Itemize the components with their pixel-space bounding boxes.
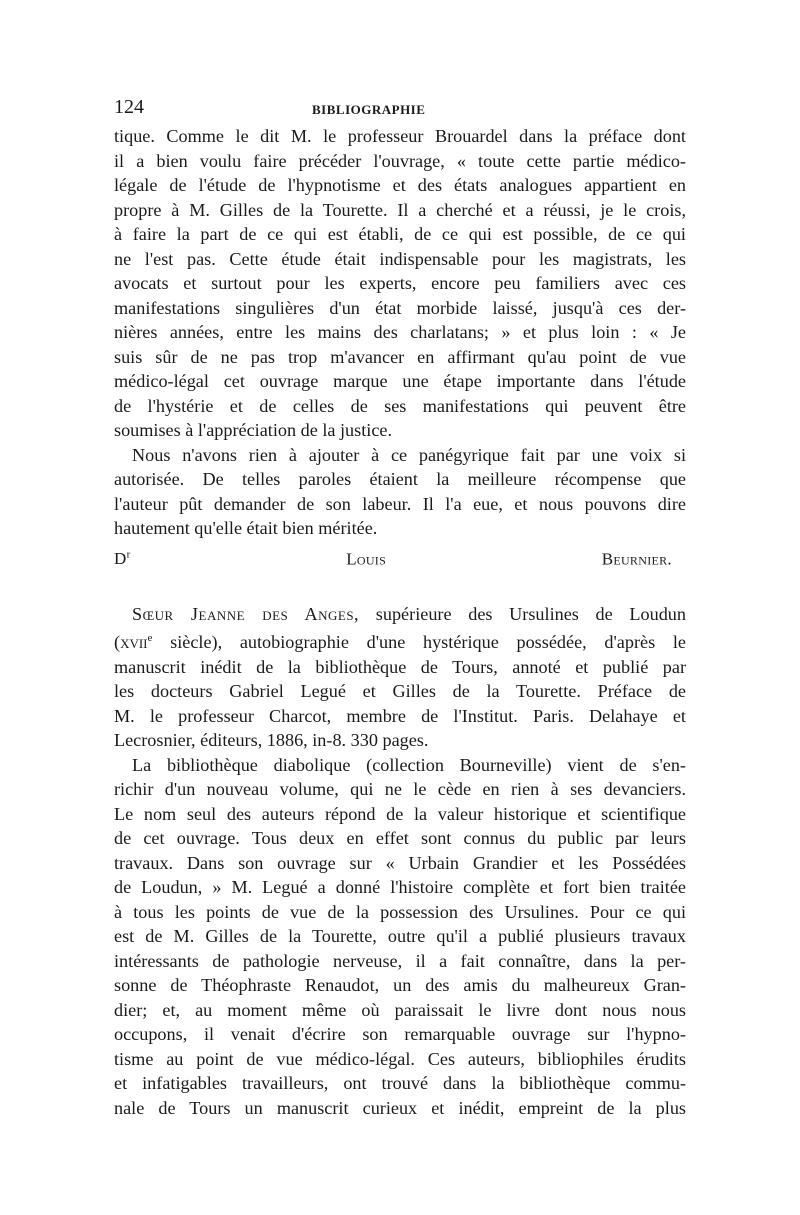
- text-line: nale de Tours un manuscrit curieux et inédit, empreint de la plus: [114, 1097, 686, 1118]
- text-line: richir d'un nouveau volume, qui ne le cède en rien à ses devanciers.: [114, 779, 686, 800]
- title-century: xvii: [120, 632, 148, 653]
- text-line: avocats et surtout pour les experts, encore peu familiers avec ces: [114, 273, 686, 293]
- signature-name: Louis Beurnier.: [346, 549, 672, 569]
- text-line: propre à M. Gilles de la Tourette. Il a cherché et a réussi, je le crois,: [114, 199, 686, 220]
- text-line: manifestations singulières d'un état morbide laissé, jusqu'à ces der-: [114, 297, 686, 318]
- text-line: tique. Comme le dit M. le professeur Brouardel dans la préface dont: [114, 126, 686, 146]
- review-title: [114, 602, 686, 753]
- signature-title: [114, 549, 131, 568]
- text-line: de l'hystérie et de celles de ses manifestations qui peuvent être: [114, 395, 686, 416]
- signature-title-d: D: [114, 549, 127, 569]
- text-line: Le nom seul des auteurs répond de la valeur historique et scientifique: [114, 803, 686, 824]
- text-line: dier; et, au moment même où paraissait le livre dont nous nous: [114, 999, 686, 1020]
- text-line: à faire la part de ce qui est établi, de ce qui est possible, de ce qui: [114, 224, 686, 244]
- paragraph: [114, 124, 686, 443]
- text-line: occupons, il venait d'écrire son remarquable ouvrage sur l'hypno-: [114, 1024, 686, 1045]
- text-line: sonne de Théophraste Renaudot, un des amis du malheureux Gran-: [114, 975, 686, 996]
- text-line: intéressants de pathologie nerveuse, il a fait connaître, dans la per-: [114, 950, 686, 971]
- title-paren: (: [114, 632, 121, 653]
- page-number: 124: [114, 96, 144, 118]
- text-line: La bibliothèque diabolique (collection Bourneville) vient de s'en-: [132, 754, 686, 775]
- text-line: il a bien voulu faire précéder l'ouvrage, « toute cette partie médico-: [114, 150, 686, 171]
- title-line2-rest: siècle), autobiographie d'une hystérique possédée, d'après le: [152, 632, 686, 653]
- text-line: les docteurs Gabriel Legué et Gilles de la Tourette. Préface de: [114, 681, 686, 702]
- text-line: l'auteur pût demander de son labeur. Il l'a eue, et nous pouvons dire: [114, 493, 686, 514]
- running-head: BIBLIOGRAPHIE: [312, 102, 426, 117]
- text-line: nières années, entre les mains des charlatans; » et plus loin : « Je: [114, 322, 686, 342]
- text-line: [114, 626, 686, 655]
- title-line1-rest: supérieure des Ursulines de Loudun: [359, 603, 686, 624]
- text-line: suis sûr de ne pas trop m'avancer en affirmant qu'au point de vue: [114, 346, 686, 367]
- book-title-name: Sœur Jeanne des Anges,: [132, 603, 360, 624]
- text-line: de Loudun, » M. Legué a donné l'histoire complète et fort bien traitée: [114, 877, 686, 898]
- text-line: Lecrosnier, éditeurs, 1886, in-8. 330 pages.: [114, 730, 429, 751]
- text-line: [114, 602, 686, 627]
- text-line: ne l'est pas. Cette étude était indispensable pour les magistrats, les: [114, 248, 686, 269]
- text-line: tisme au point de vue médico-légal. Ces auteurs, bibliophiles érudits: [114, 1048, 686, 1069]
- page-header: [114, 96, 686, 124]
- text-line: Nous n'avons rien à ajouter à ce panégyrique fait par une voix si: [132, 444, 686, 465]
- review-beurnier: [114, 124, 686, 572]
- text-line: de cet ouvrage. Tous deux en effet sont connus du public par leurs: [114, 828, 686, 849]
- text-line: M. le professeur Charcot, membre de l'Institut. Paris. Delahaye et: [114, 705, 686, 726]
- text-line: médico-légal cet ouvrage marque une étape importante dans l'étude: [114, 371, 686, 391]
- text-line: manuscrit inédit de la bibliothèque de Tours, annoté et publié par: [114, 656, 686, 677]
- page: [114, 96, 686, 1120]
- signature: [114, 543, 686, 572]
- text-line: soumises à l'appréciation de la justice.: [114, 420, 393, 440]
- section-spacer: [114, 572, 686, 602]
- title-century-sup: e: [147, 632, 153, 645]
- text-line: autorisée. De telles paroles étaient la meilleure récompense que: [114, 469, 686, 489]
- text-line: travaux. Dans son ouvrage sur « Urbain Grandier et les Possédées: [114, 852, 686, 873]
- paragraph: [114, 753, 686, 1121]
- text-line: légale de l'étude de l'hypnotisme et des états analogues appartient en: [114, 175, 686, 195]
- text-line: et infatigables travailleurs, ont trouvé dans la bibliothèque commu-: [114, 1073, 686, 1094]
- signature-title-sup: r: [126, 548, 131, 561]
- paragraph: [114, 443, 686, 541]
- text-line: à tous les points de vue de la possession des Ursulines. Pour ce qui: [114, 901, 686, 922]
- review-jeanne-des-anges: [114, 602, 686, 1121]
- text-line: est de M. Gilles de la Tourette, outre qu'il a publié plusieurs travaux: [114, 926, 686, 947]
- text-line: hautement qu'elle était bien méritée.: [114, 518, 378, 538]
